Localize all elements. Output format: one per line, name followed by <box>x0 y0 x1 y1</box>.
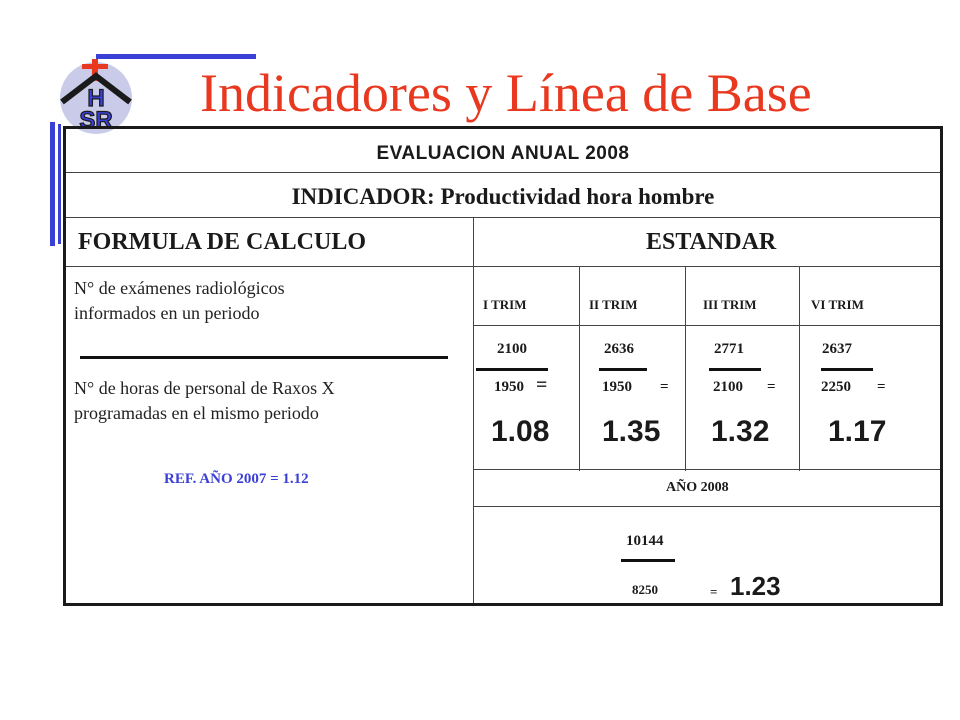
quarter-1-fraction-bar <box>476 368 548 371</box>
quarter-3-numerator: 2771 <box>714 341 744 357</box>
evaluation-title: EVALUACION ANUAL 2008 <box>376 143 630 164</box>
quarter-4-numerator: 2637 <box>822 341 852 357</box>
quarter-2-result: 1.35 <box>602 415 661 448</box>
hospital-logo-icon <box>56 56 136 136</box>
quarter-label-1: I TRIM <box>483 297 527 312</box>
column-divider <box>473 217 474 603</box>
indicator-table <box>63 126 943 606</box>
logo-letters-bottom: SR <box>79 107 113 134</box>
year-result: 1.23 <box>730 571 781 601</box>
quarter-label-2: II TRIM <box>589 297 638 312</box>
quarter-2-denominator: 1950 <box>602 379 632 395</box>
year-fraction-bar <box>621 559 675 562</box>
denominator-line: N° de horas de personal de Raxos X <box>74 378 335 398</box>
formula-numerator <box>74 276 285 326</box>
formula-fraction-bar <box>80 356 448 359</box>
quarter-label-3: III TRIM <box>703 297 757 312</box>
quarter-1-result: 1.08 <box>491 415 550 448</box>
quarter-1-denominator: 1950 <box>494 379 524 395</box>
quarter-3-fraction-bar <box>709 368 761 371</box>
quarter-4-result: 1.17 <box>828 415 887 448</box>
quarter-2-numerator: 2636 <box>604 341 634 357</box>
denominator-line: programadas en el mismo periodo <box>74 403 319 423</box>
quarter-divider <box>685 266 686 471</box>
quarter-2-equals: = <box>660 379 669 395</box>
decorative-bar-left <box>50 122 55 246</box>
quarter-1-equals: = <box>536 374 548 396</box>
year-divider <box>473 469 940 470</box>
quarter-divider <box>799 266 800 471</box>
quarter-1-numerator: 2100 <box>497 341 527 357</box>
row-divider <box>66 217 940 218</box>
standard-column-header: ESTANDAR <box>646 229 777 255</box>
logo-letters-top: H <box>87 85 105 112</box>
year-denominator: 8250 <box>632 582 658 597</box>
quarter-4-denominator: 2250 <box>821 379 851 395</box>
year-divider <box>473 506 940 507</box>
quarter-divider <box>579 266 580 471</box>
indicator-title: INDICADOR: Productividad hora hombre <box>291 184 715 209</box>
page-title: Indicadores y Línea de Base <box>200 63 812 123</box>
numerator-line: N° de exámenes radiológicos <box>74 278 285 298</box>
quarter-4-equals: = <box>877 379 886 395</box>
row-divider <box>66 172 940 173</box>
formula-column-header: FORMULA DE CALCULO <box>78 229 367 255</box>
quarter-3-denominator: 2100 <box>713 379 743 395</box>
numerator-line: informados en un periodo <box>74 303 260 323</box>
quarter-3-equals: = <box>767 379 776 395</box>
year-equals: = <box>710 584 718 599</box>
year-label: AÑO 2008 <box>666 480 729 495</box>
decorative-bar-left-thin <box>58 124 61 244</box>
row-divider <box>66 266 940 267</box>
quarter-4-fraction-bar <box>821 368 873 371</box>
quarter-label-4: VI TRIM <box>811 297 864 312</box>
quarter-header-divider <box>473 325 940 326</box>
year-numerator: 10144 <box>626 533 664 549</box>
quarter-3-result: 1.32 <box>711 415 770 448</box>
formula-denominator <box>74 376 335 426</box>
reference-value: REF. AÑO 2007 = 1.12 <box>164 471 309 487</box>
quarter-2-fraction-bar <box>599 368 647 371</box>
